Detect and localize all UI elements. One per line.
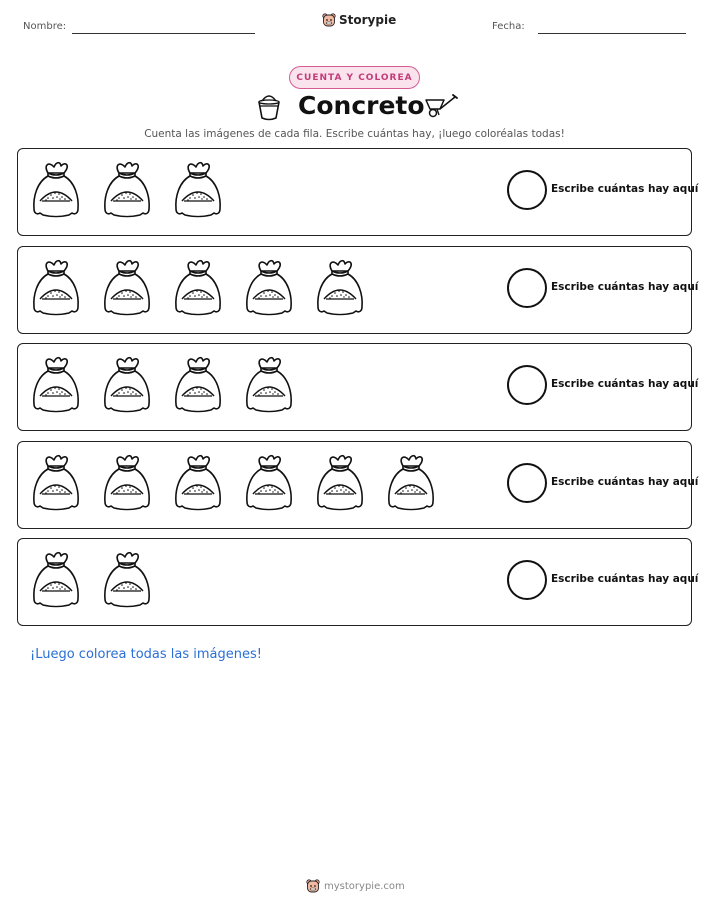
date-field[interactable] — [538, 33, 686, 34]
answer-label: Escribe cuántas hay aquí — [551, 280, 699, 293]
cement-bag-icon — [173, 354, 223, 414]
title-row — [0, 90, 709, 124]
count-row — [17, 148, 699, 236]
cement-bag-icon — [31, 549, 81, 609]
cement-bag-icon — [173, 452, 223, 512]
cement-bag-icon — [102, 452, 152, 512]
date-label: Fecha: — [492, 21, 525, 32]
cement-bag-icon — [102, 354, 152, 414]
count-row — [17, 441, 699, 529]
cement-bag-icon — [173, 257, 223, 317]
cement-bag-icon — [173, 159, 223, 219]
cement-bag-icon — [315, 452, 365, 512]
cement-bag-icon — [31, 257, 81, 317]
name-label: Nombre: — [23, 21, 67, 32]
count-row — [17, 246, 699, 334]
cement-bag-icon — [102, 549, 152, 609]
answer-label: Escribe cuántas hay aquí — [551, 378, 699, 390]
activity-badge: CUENTA Y COLOREA — [289, 66, 420, 89]
footer — [306, 879, 405, 893]
answer-circle[interactable] — [507, 365, 547, 405]
answer-label: Escribe cuántas hay aquí — [551, 573, 699, 585]
brand-name: Storypie — [339, 13, 397, 27]
coloring-note: ¡Luego colorea todas las imágenes! — [30, 647, 262, 662]
answer-label: Escribe cuántas hay aquí — [551, 475, 699, 488]
cement-bag-icon — [244, 257, 294, 317]
cement-bag-icon — [386, 452, 436, 512]
cement-bag-icon — [31, 159, 81, 219]
wheelbarrow-icon — [424, 94, 458, 118]
cement-bag-icon — [315, 257, 365, 317]
cement-bag-icon — [31, 354, 81, 414]
name-field[interactable] — [72, 33, 255, 34]
storypie-bear-icon — [322, 13, 336, 27]
cement-bag-icon — [244, 452, 294, 512]
bucket-icon — [257, 93, 281, 121]
count-row — [17, 343, 699, 431]
answer-circle[interactable] — [507, 463, 547, 503]
footer-site: mystorypie.com — [324, 880, 405, 892]
count-row — [17, 538, 699, 626]
cement-bag-icon — [102, 257, 152, 317]
answer-circle[interactable] — [507, 170, 547, 210]
cement-bag-icon — [102, 159, 152, 219]
instructions: Cuenta las imágenes de cada fila. Escribe cuántas hay, ¡luego coloréalas todas! — [144, 128, 565, 140]
storypie-bear-icon — [306, 879, 320, 893]
cement-bag-icon — [31, 452, 81, 512]
cement-bag-icon — [244, 354, 294, 414]
answer-label: Escribe cuántas hay aquí — [551, 183, 699, 195]
brand-logo — [322, 13, 396, 27]
answer-circle[interactable] — [507, 560, 547, 600]
answer-circle[interactable] — [507, 268, 547, 308]
page-title: Concreto — [298, 91, 425, 120]
